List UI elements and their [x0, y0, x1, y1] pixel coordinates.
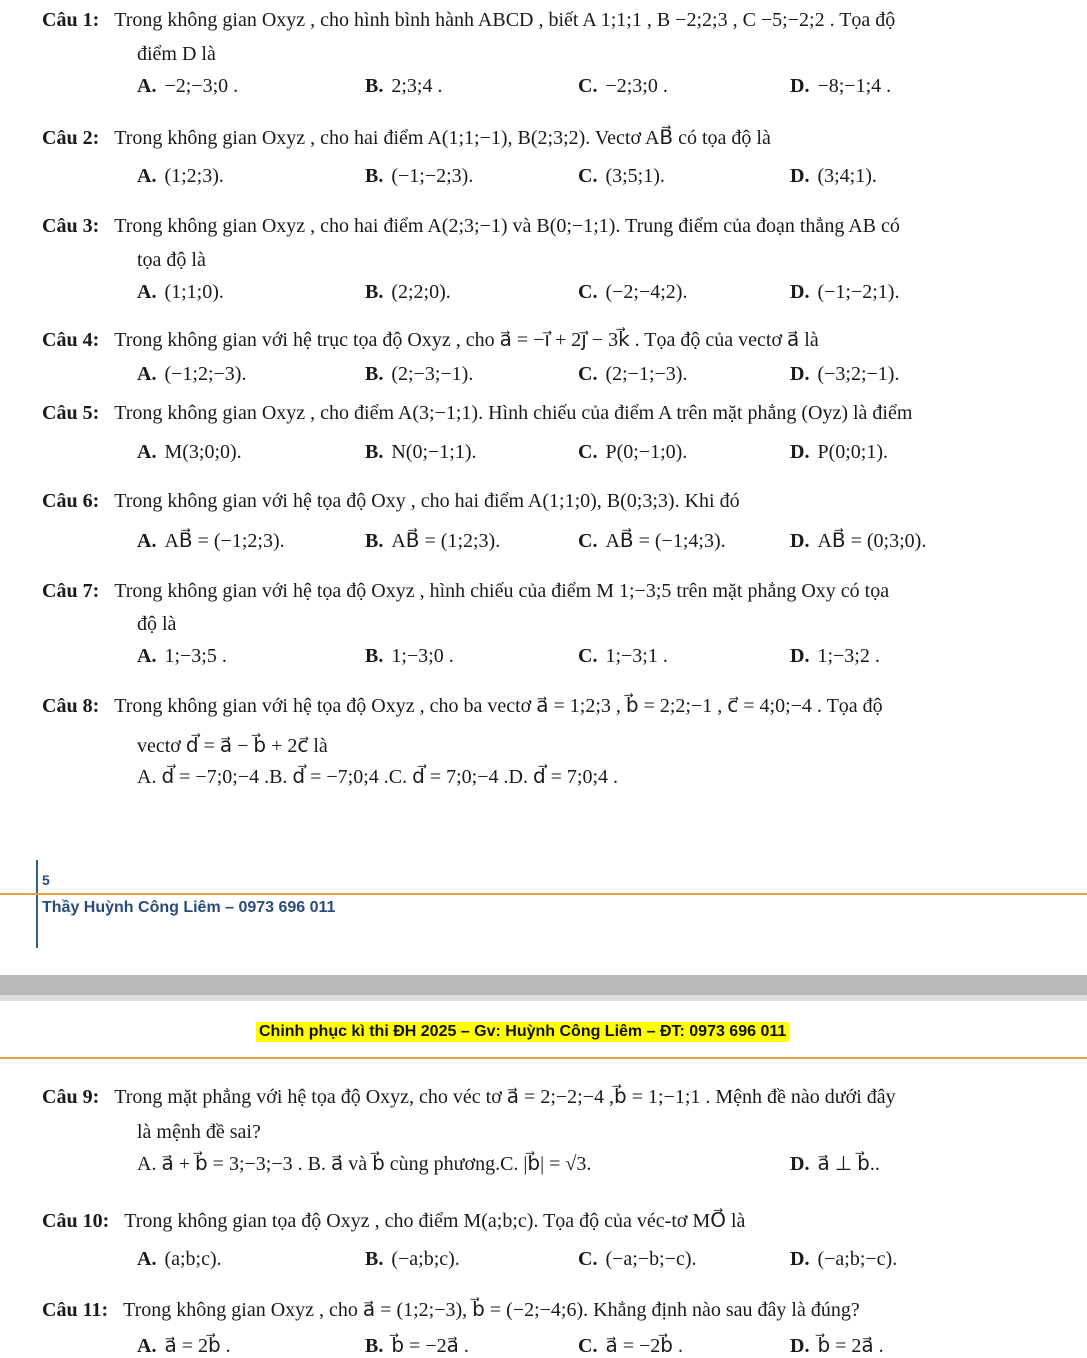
question-3: [42, 214, 900, 238]
option-d[interactable]: [790, 280, 899, 304]
option-text: M(3;0;0).: [164, 441, 242, 463]
option-text: P(0;0;1).: [817, 441, 889, 463]
option-d[interactable]: [790, 1334, 884, 1358]
option-text: a⃗ ⊥ b⃗..: [817, 1153, 880, 1175]
page-break-shadow: [0, 995, 1087, 1001]
option-letter: B.: [365, 75, 384, 97]
question-text: Trong không gian Oxyz , cho a⃗ = (1;2;−3), b⃗ = (−2;−4;6). Khẳng định nào sau đây là đúng?: [123, 1299, 860, 1321]
option-text: 1;−3;0 .: [391, 645, 454, 667]
option-letter: B.: [365, 441, 384, 463]
page-header-title: Chinh phục kì thi ĐH 2025 – Gv: Huỳnh Công Liêm – ĐT: 0973 696 011: [256, 1022, 789, 1042]
option-letter: D.: [790, 363, 810, 385]
option-letter: C.: [578, 1248, 598, 1270]
option-b[interactable]: [365, 644, 454, 668]
question-text: Trong không gian Oxyz , cho điểm A(3;−1;1). Hình chiếu của điểm A trên mặt phẳng (Oyz) là điểm: [114, 402, 913, 424]
question-label: Câu 3:: [42, 215, 100, 237]
option-letter: C.: [578, 1335, 598, 1357]
option-text: −8;−1;4 .: [817, 75, 892, 97]
question-text: Trong không gian với hệ trục tọa độ Oxyz , cho a⃗ = −i⃗ + 2j⃗ − 3k⃗ . Tọa độ của vectơ a⃗ là: [114, 329, 819, 351]
option-c[interactable]: [578, 1334, 683, 1358]
option-text: (1;1;0).: [164, 281, 224, 303]
question-3-line2: tọa độ là: [137, 249, 206, 271]
option-letter: C.: [578, 530, 598, 552]
option-letter: D.: [790, 281, 810, 303]
question-label: Câu 6:: [42, 490, 100, 512]
option-text: AB⃗ = (1;2;3).: [391, 530, 501, 552]
option-letter: A.: [137, 363, 157, 385]
option-letter: A.: [137, 1248, 157, 1270]
option-letter: A.: [137, 281, 157, 303]
question-4: [42, 328, 819, 352]
option-text: (−a;−b;−c).: [605, 1248, 697, 1270]
question-text: Trong không gian Oxyz , cho hình bình hành ABCD , biết A 1;1;1 , B −2;2;3 , C −5;−2;2 . Tọa độ: [114, 9, 896, 31]
question-text: Trong không gian với hệ tọa độ Oxyz , cho ba vectơ a⃗ = 1;2;3 , b⃗ = 2;2;−1 , c⃗ = 4;0;−4 . Tọa độ: [114, 695, 883, 717]
question-text: Trong không gian với hệ tọa độ Oxy , cho hai điểm A(1;1;0), B(0;3;3). Khi đó: [114, 490, 740, 512]
option-letter: A.: [137, 441, 157, 463]
option-letter: B.: [365, 1248, 384, 1270]
option-letter: C.: [578, 441, 598, 463]
option-letter: B.: [365, 530, 384, 552]
option-text: (−a;b;c).: [391, 1248, 460, 1270]
option-letter: C.: [578, 363, 598, 385]
option-letter: D.: [790, 645, 810, 667]
option-letter: D.: [790, 1335, 810, 1357]
option-c[interactable]: [578, 362, 687, 386]
option-text: (−1;−2;1).: [817, 281, 900, 303]
option-b[interactable]: [365, 1247, 460, 1271]
option-text: (3;5;1).: [605, 165, 665, 187]
option-d[interactable]: [790, 362, 899, 386]
option-letter: C.: [578, 75, 598, 97]
option-text: −2;−3;0 .: [164, 75, 239, 97]
option-c[interactable]: [578, 164, 665, 188]
question-7-line2: độ là: [137, 613, 177, 635]
question-1: [42, 8, 895, 32]
question-11: [42, 1298, 860, 1322]
option-b[interactable]: [365, 529, 500, 553]
option-a[interactable]: [137, 164, 224, 188]
option-a[interactable]: [137, 644, 227, 668]
option-text: AB⃗ = (0;3;0).: [817, 530, 927, 552]
question-label: Câu 9:: [42, 1086, 100, 1108]
option-letter: C.: [578, 281, 598, 303]
footer-divider: [0, 893, 1087, 895]
option-letter: A.: [137, 645, 157, 667]
option-d[interactable]: [790, 164, 877, 188]
option-letter: D.: [790, 1153, 810, 1175]
question-9: [42, 1085, 896, 1109]
option-text: AB⃗ = (−1;2;3).: [164, 530, 285, 552]
option-a[interactable]: [137, 1334, 231, 1358]
option-text: 2;3;4 .: [391, 75, 443, 97]
question-10: [42, 1209, 745, 1233]
option-letter: B.: [365, 1335, 384, 1357]
option-d[interactable]: [790, 74, 891, 98]
option-a[interactable]: [137, 1247, 222, 1271]
option-text: N(0;−1;1).: [391, 441, 477, 463]
option-a[interactable]: [137, 280, 224, 304]
option-d[interactable]: [790, 1247, 897, 1271]
option-text: −2;3;0 .: [605, 75, 668, 97]
page-number: 5: [42, 872, 50, 888]
question-label: Câu 5:: [42, 402, 100, 424]
header-divider: [0, 1057, 1087, 1059]
option-letter: A.: [137, 1335, 157, 1357]
question-2: [42, 126, 771, 150]
option-a[interactable]: [137, 529, 285, 553]
option-text: b⃗ = 2a⃗ .: [817, 1335, 884, 1357]
option-d[interactable]: [790, 529, 926, 553]
option-b[interactable]: [365, 280, 451, 304]
question-text: Trong mặt phẳng với hệ tọa độ Oxyz, cho véc tơ a⃗ = 2;−2;−4 ,b⃗ = 1;−1;1 . Mệnh đề nào dưới đây: [114, 1086, 896, 1108]
question-label: Câu 1:: [42, 9, 100, 31]
option-text: (−1;2;−3).: [164, 363, 247, 385]
option-a[interactable]: [137, 74, 238, 98]
option-text: (2;2;0).: [391, 281, 451, 303]
option-text: (2;−1;−3).: [605, 363, 688, 385]
question-6: [42, 489, 740, 513]
option-text: a⃗ = 2b⃗ .: [164, 1335, 231, 1357]
option-c[interactable]: [578, 644, 668, 668]
option-c[interactable]: [578, 1247, 696, 1271]
question-text: Trong không gian Oxyz , cho hai điểm A(1;1;−1), B(2;3;2). Vectơ AB⃗ có tọa độ là: [114, 127, 771, 149]
option-text: (−3;2;−1).: [817, 363, 900, 385]
question-label: Câu 10:: [42, 1210, 110, 1232]
option-text: 1;−3;1 .: [605, 645, 668, 667]
option-text: (1;2;3).: [164, 165, 224, 187]
question-text: Trong không gian tọa độ Oxyz , cho điểm M(a;b;c). Tọa độ của véc-tơ MO⃗ là: [124, 1210, 746, 1232]
option-d[interactable]: [790, 1152, 880, 1176]
question-label: Câu 11:: [42, 1299, 109, 1321]
option-letter: D.: [790, 75, 810, 97]
question-7: [42, 579, 889, 603]
footer-teacher: Thầy Huỳnh Công Liêm – 0973 696 011: [42, 899, 336, 916]
option-letter: B.: [365, 281, 384, 303]
question-label: Câu 8:: [42, 695, 100, 717]
option-letter: C.: [578, 165, 598, 187]
option-a[interactable]: [137, 440, 242, 464]
question-label: Câu 4:: [42, 329, 100, 351]
question-8-options[interactable]: A. d⃗ = −7;0;−4 .B. d⃗ = −7;0;4 .C. d⃗ = 7;0;−4 .D. d⃗ = 7;0;4 .: [137, 766, 619, 788]
option-text: (−1;−2;3).: [391, 165, 474, 187]
question-text: Trong không gian Oxyz , cho hai điểm A(2;3;−1) và B(0;−1;1). Trung điểm của đoạn thẳng AB có: [114, 215, 900, 237]
question-text: Trong không gian với hệ tọa độ Oxyz , hình chiếu của điểm M 1;−3;5 trên mặt phẳng Oxy có tọa: [114, 580, 890, 602]
option-letter: A.: [137, 165, 157, 187]
footer-bar: [36, 860, 38, 948]
question-label: Câu 2:: [42, 127, 100, 149]
option-b[interactable]: [365, 164, 473, 188]
option-b[interactable]: [365, 362, 473, 386]
option-c[interactable]: [578, 440, 687, 464]
option-d[interactable]: [790, 440, 888, 464]
option-d[interactable]: [790, 644, 880, 668]
question-5: [42, 401, 912, 425]
option-letter: D.: [790, 530, 810, 552]
question-label: Câu 7:: [42, 580, 100, 602]
option-text: AB⃗ = (−1;4;3).: [605, 530, 726, 552]
option-b[interactable]: [365, 74, 442, 98]
option-letter: A.: [137, 530, 157, 552]
option-text: (a;b;c).: [164, 1248, 222, 1270]
option-text: (−a;b;−c).: [817, 1248, 898, 1270]
option-c[interactable]: [578, 529, 726, 553]
option-letter: B.: [365, 363, 384, 385]
option-text: 1;−3;2 .: [817, 645, 880, 667]
option-letter: C.: [578, 645, 598, 667]
option-text: (−2;−4;2).: [605, 281, 688, 303]
option-text: (3;4;1).: [817, 165, 877, 187]
question-8: [42, 694, 883, 718]
option-text: b⃗ = −2a⃗ .: [391, 1335, 469, 1357]
option-letter: B.: [365, 645, 384, 667]
question-1-line2: điểm D là: [137, 43, 216, 65]
option-b[interactable]: [365, 440, 477, 464]
option-text: (2;−3;−1).: [391, 363, 474, 385]
option-letter: A.: [137, 75, 157, 97]
option-a[interactable]: [137, 362, 246, 386]
question-9-line2: là mệnh đề sai?: [137, 1121, 261, 1143]
question-9-options[interactable]: A. a⃗ + b⃗ = 3;−3;−3 . B. a⃗ và b⃗ cùng phương.C. |b⃗| = √3.: [137, 1153, 592, 1175]
option-text: 1;−3;5 .: [164, 645, 227, 667]
page-break: [0, 975, 1087, 995]
option-text: a⃗ = −2b⃗ .: [605, 1335, 683, 1357]
option-letter: D.: [790, 441, 810, 463]
option-letter: D.: [790, 165, 810, 187]
option-text: P(0;−1;0).: [605, 441, 688, 463]
option-letter: B.: [365, 165, 384, 187]
option-c[interactable]: [578, 280, 687, 304]
option-c[interactable]: [578, 74, 668, 98]
option-letter: D.: [790, 1248, 810, 1270]
question-8-line2: vectơ d⃗ = a⃗ − b⃗ + 2c⃗ là: [137, 735, 328, 757]
option-b[interactable]: [365, 1334, 469, 1358]
